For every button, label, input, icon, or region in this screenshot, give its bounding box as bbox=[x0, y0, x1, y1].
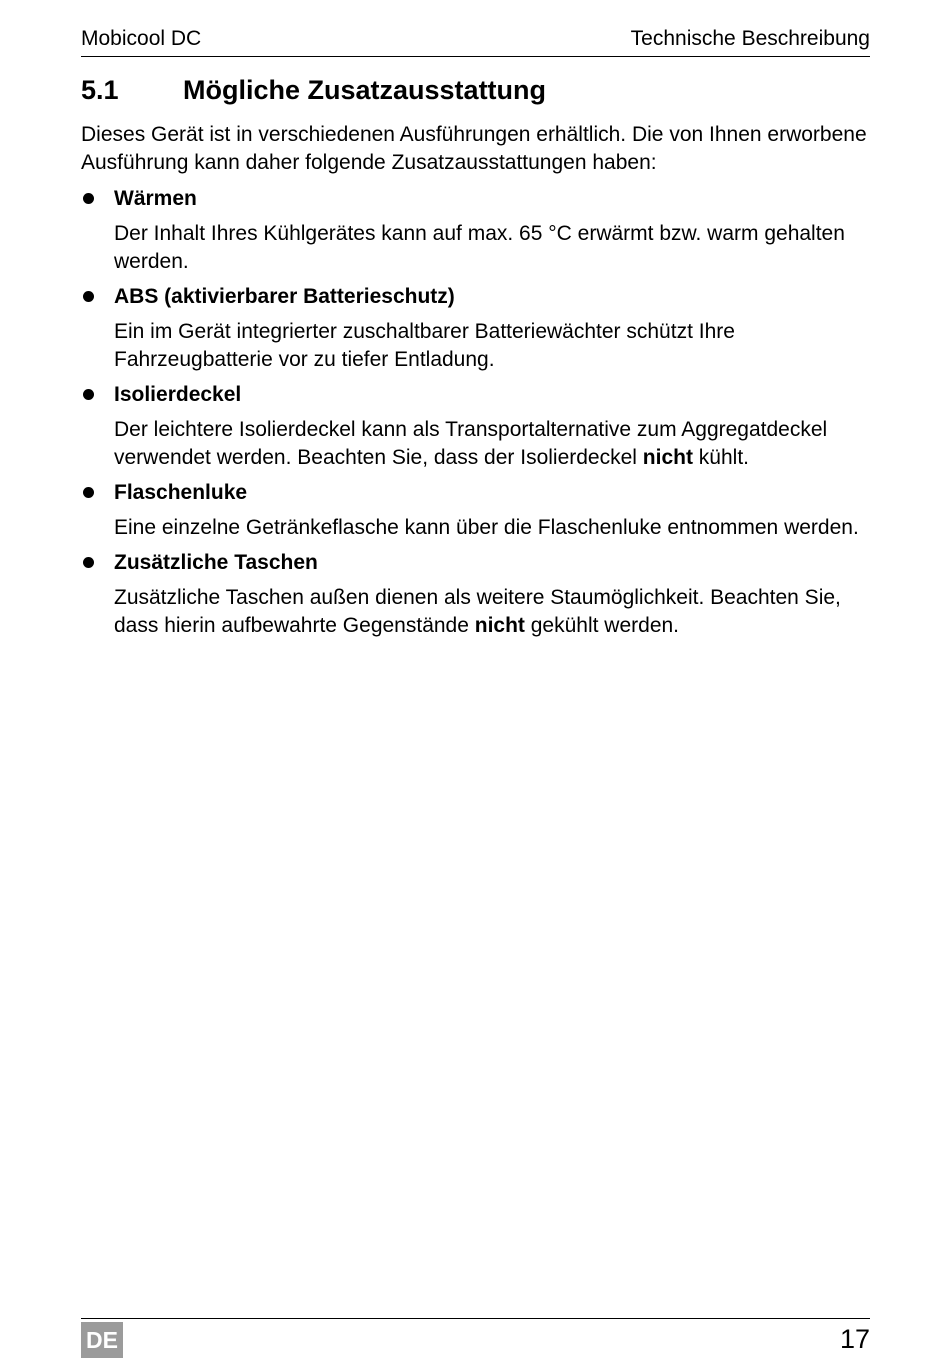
emphasis-text: nicht bbox=[642, 446, 693, 469]
list-item bbox=[81, 479, 871, 542]
emphasis-text: nicht bbox=[474, 614, 525, 637]
feature-list bbox=[81, 185, 871, 647]
feature-description bbox=[114, 416, 871, 472]
bullet-icon bbox=[83, 487, 94, 498]
section-title: Mögliche Zusatzausstattung bbox=[183, 75, 547, 105]
language-badge: DE bbox=[81, 1322, 123, 1358]
bullet-icon bbox=[83, 193, 94, 204]
bullet-icon bbox=[83, 557, 94, 568]
feature-title: Zusätzliche Taschen bbox=[114, 551, 318, 574]
bullet-icon bbox=[83, 389, 94, 400]
bullet-icon bbox=[83, 291, 94, 302]
list-item bbox=[81, 283, 871, 374]
page-number: 17 bbox=[839, 1324, 870, 1354]
feature-description: Der Inhalt Ihres Kühlgerätes kann auf max. 65 °C erwärmt bzw. warm gehalten werden. bbox=[114, 222, 845, 273]
header-product-name: Mobicool DC bbox=[81, 27, 202, 50]
intro-paragraph: Dieses Gerät ist in verschiedenen Ausführungen erhältlich. Die von Ihnen erworbene Ausführung kann daher folgende Zusatzausstattungen haben: bbox=[81, 123, 867, 174]
feature-description bbox=[114, 584, 871, 640]
list-item bbox=[81, 549, 871, 640]
description-text-end: gekühlt werden. bbox=[524, 614, 680, 637]
section-number: 5.1 bbox=[81, 75, 119, 105]
description-text: Der leichtere Isolierdeckel kann als Transportalternative zum Aggregatdeckel verwendet werden. Beachten Sie, dass der Isolierdeckel bbox=[114, 418, 828, 469]
feature-title: Wärmen bbox=[114, 187, 197, 210]
feature-title: Flaschenluke bbox=[114, 481, 248, 504]
feature-title: Isolierdeckel bbox=[114, 383, 242, 406]
footer-divider bbox=[81, 1318, 870, 1319]
feature-description: Ein im Gerät integrierter zuschaltbarer Batteriewächter schützt Ihre Fahrzeugbatterie vor zu tiefer Entladung. bbox=[114, 320, 735, 371]
list-item bbox=[81, 185, 871, 276]
feature-description: Eine einzelne Getränkeflasche kann über die Flaschenluke entnommen werden. bbox=[114, 516, 859, 539]
list-item bbox=[81, 381, 871, 472]
feature-title: ABS (aktivierbarer Batterieschutz) bbox=[114, 285, 455, 308]
description-text: Zusätzliche Taschen außen dienen als weitere Staumöglichkeit. Beachten Sie, dass hierin aufbewahrte Gegenstände bbox=[114, 586, 841, 637]
description-text-end: kühlt. bbox=[692, 446, 749, 469]
section-heading bbox=[81, 74, 546, 106]
header-chapter-name: Technische Beschreibung bbox=[630, 27, 870, 50]
page-header bbox=[81, 26, 870, 57]
